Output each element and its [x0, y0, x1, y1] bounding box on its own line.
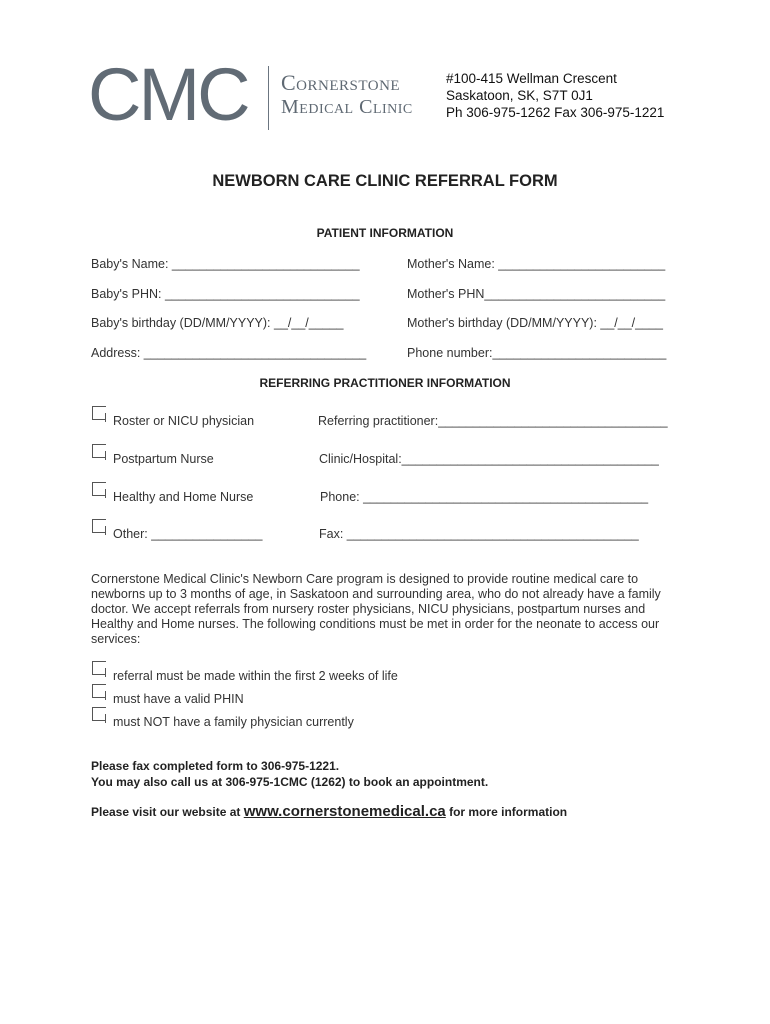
address-line-3: Ph 306-975-1262 Fax 306-975-1221	[446, 105, 665, 120]
patient-section-heading: PATIENT INFORMATION	[316, 226, 454, 240]
phone-number-field[interactable]: Phone number:_________________________	[407, 346, 667, 360]
condition-label-3: must NOT have a family physician currently	[113, 715, 354, 729]
website-suffix: for more information	[445, 805, 568, 819]
clinic-name-line1: Cornerstone	[281, 70, 401, 95]
other-checkbox[interactable]	[92, 519, 106, 533]
clinic-name-line2: Medical Clinic	[281, 96, 413, 118]
address-line-1: #100-415 Wellman Crescent	[446, 71, 617, 86]
clinic-hospital-field[interactable]: Clinic/Hospital:_____________________________________	[319, 452, 659, 466]
website-line	[91, 803, 567, 820]
postpartum-nurse-checkbox[interactable]	[92, 444, 106, 458]
clinic-address	[446, 70, 664, 121]
roster-nicu-checkbox[interactable]	[92, 406, 106, 420]
fax-instruction: Please fax completed form to 306-975-1221.	[91, 759, 340, 773]
mothers-phn-field[interactable]: Mother's PHN__________________________	[407, 287, 666, 301]
referrer-fax-field[interactable]: Fax: __________________________________________	[319, 527, 639, 541]
postpartum-nurse-label: Postpartum Nurse	[113, 452, 214, 466]
address-field[interactable]: Address: ________________________________	[91, 346, 367, 360]
form-title: NEWBORN CARE CLINIC REFERRAL FORM	[212, 172, 558, 190]
mothers-birthday-field[interactable]: Mother's birthday (DD/MM/YYYY): __/__/____	[407, 316, 663, 330]
babys-phn-field[interactable]: Baby's PHN: ____________________________	[91, 287, 360, 301]
condition-checkbox-1[interactable]	[92, 661, 106, 675]
roster-nicu-label: Roster or NICU physician	[113, 414, 255, 428]
call-instruction: You may also call us at 306-975-1CMC (1262) to book an appointment.	[91, 775, 489, 789]
website-link[interactable]: www.cornerstonemedical.ca	[243, 803, 446, 820]
referring-section-heading: REFERRING PRACTITIONER INFORMATION	[259, 376, 511, 390]
referrer-phone-field[interactable]: Phone: _________________________________________	[320, 490, 649, 504]
condition-checkbox-2[interactable]	[92, 684, 106, 698]
referring-practitioner-field[interactable]: Referring practitioner:_________________________________	[318, 414, 668, 428]
website-prefix: Please visit our website at	[91, 805, 244, 819]
babys-birthday-field[interactable]: Baby's birthday (DD/MM/YYYY): __/__/_____	[91, 316, 344, 330]
healthy-home-nurse-checkbox[interactable]	[92, 482, 106, 496]
address-line-2: Saskatoon, SK, S7T 0J1	[446, 88, 593, 103]
condition-label-2: must have a valid PHIN	[113, 692, 244, 706]
condition-checkbox-3[interactable]	[92, 707, 106, 721]
condition-label-1: referral must be made within the first 2 weeks of life	[113, 669, 398, 683]
clinic-logo-mark: CMC	[88, 53, 248, 136]
clinic-logo-name	[281, 70, 413, 120]
other-field[interactable]: Other: ________________	[113, 527, 263, 541]
program-description: Cornerstone Medical Clinic's Newborn Care program is designed to provide routine medical care to newborns up to 3 months of age, in Saskatoon and surrounding area, who do not already have a family doctor. We accept referrals from nursery roster physicians, NICU physicians, postpartum nurses and Healthy and Home nurses. The following conditions must be met in order for the neonate to access our services:	[91, 572, 661, 646]
mothers-name-field[interactable]: Mother's Name: ________________________	[407, 257, 666, 271]
babys-name-field[interactable]: Baby's Name: ___________________________	[91, 257, 360, 271]
logo-divider	[268, 66, 269, 130]
healthy-home-nurse-label: Healthy and Home Nurse	[113, 490, 254, 504]
